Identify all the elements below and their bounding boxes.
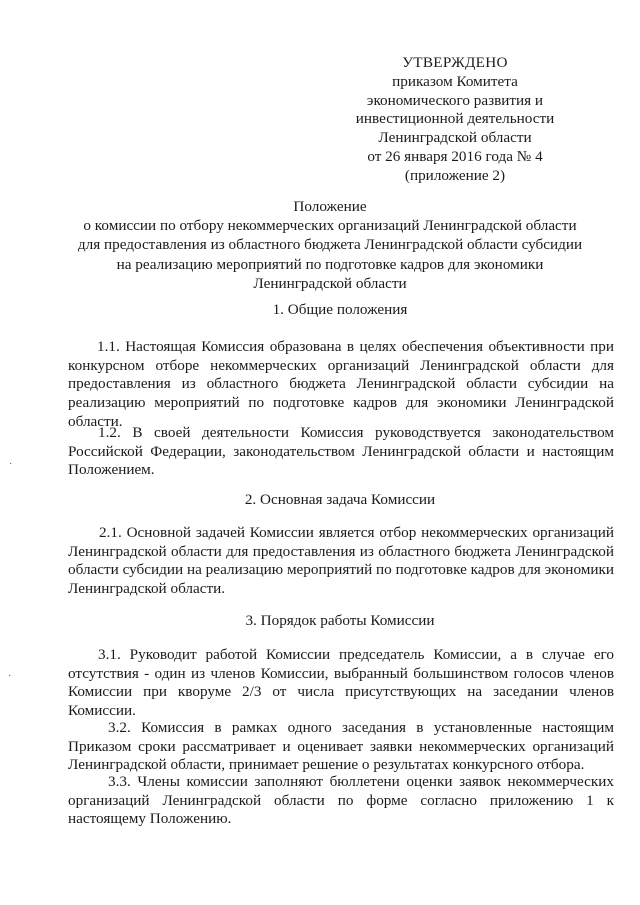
approval-line-region: Ленинградской области	[378, 129, 532, 147]
paragraph-line: предоставления из областного бюджета Ленинградской области субсидии на	[68, 375, 614, 393]
title-line: Ленинградской области	[253, 274, 407, 292]
paragraph-line: Ленинградской области для предоставления из областного бюджета Ленинградской	[68, 542, 614, 560]
paragraph-line: 3.1. Руководит работой Комиссии председатель Комиссии, а в случае его	[98, 646, 614, 663]
paragraph-line: конкурсном отборе некоммерческих организаций Ленинградской области для	[68, 356, 614, 374]
section-heading-procedure: 3. Порядок работы Комиссии	[245, 612, 435, 629]
approval-line-approved: УТВЕРЖДЕНО	[402, 54, 508, 71]
title-line: для предоставления из областного бюджета Ленинградской области субсидии	[77, 236, 583, 254]
paragraph-line: Российской Федерации, законодательством Ленинградской области и настоящим	[68, 442, 614, 460]
paragraph-line: отсутствия - один из членов Комиссии, выбранный большинством голосов членов	[68, 664, 614, 682]
paragraph-line: 3.2. Комиссия в рамках одного заседания в установленные настоящим	[108, 719, 614, 736]
paragraph-line: 2.1. Основной задачей Комиссии является отбор некоммерческих организаций	[99, 524, 614, 541]
document-title	[70, 197, 590, 293]
title-line: Положение	[293, 198, 367, 215]
section-heading-general: 1. Общие положения	[272, 301, 408, 318]
approval-line-activity: инвестиционной деятельности	[355, 110, 555, 128]
paragraph-line: 1.1. Настоящая Комиссия образована в целях обеспечения объективности при	[97, 338, 614, 355]
paragraph-line: 3.3. Члены комиссии заполняют бюллетени оценки заявок некоммерческих	[108, 773, 614, 790]
scan-mark: ·	[8, 671, 12, 682]
paragraph-line: области субсидии на реализацию мероприятий по подготовке кадров для экономики	[68, 561, 614, 579]
paragraph-line: настоящему Положению.	[68, 810, 232, 828]
title-line: о комиссии по отбору некоммерческих организаций Ленинградской области	[83, 217, 577, 235]
section-heading-main-task: 2. Основная задача Комиссии	[244, 491, 436, 508]
paragraph-1-1	[68, 338, 614, 432]
paragraph-line: организаций Ленинградской области по форме согласно приложению 1 к	[68, 791, 614, 809]
paragraph-3-1	[68, 646, 614, 721]
paragraph-line: реализацию мероприятий по подготовке кадров для экономики Ленинградской	[68, 394, 614, 412]
paragraph-line: Ленинградской области.	[68, 580, 226, 598]
paragraph-line: Ленинградской области, принимает решение о результатах конкурсного отбора.	[68, 756, 585, 774]
approval-line-committee: экономического развития и	[366, 91, 544, 109]
scan-mark: ·	[9, 459, 13, 470]
paragraph-line: Комиссии.	[68, 702, 136, 720]
paragraph-3-2	[68, 719, 614, 775]
approval-line-order: приказом Комитета	[392, 72, 518, 90]
title-line: на реализацию мероприятий по подготовке кадров для экономики	[116, 255, 544, 273]
paragraph-line: Приказом сроки рассматривает и оценивает заявки некоммерческих организаций	[68, 737, 614, 755]
paragraph-1-2	[68, 424, 614, 480]
approval-block	[330, 54, 580, 186]
paragraph-line: Комиссии при кворуме 2/3 от числа присутствующих на заседании членов	[68, 683, 614, 701]
paragraph-3-3	[68, 773, 614, 829]
paragraph-line: области.	[68, 412, 123, 430]
approval-line-appendix: (приложение 2)	[404, 166, 506, 184]
paragraph-line: 1.2. В своей деятельности Комиссия руководствуется законодательством	[98, 424, 614, 441]
paragraph-2-1	[68, 524, 614, 599]
approval-line-date: от 26 января 2016 года № 4	[367, 147, 543, 165]
paragraph-line: Положением.	[68, 461, 155, 479]
